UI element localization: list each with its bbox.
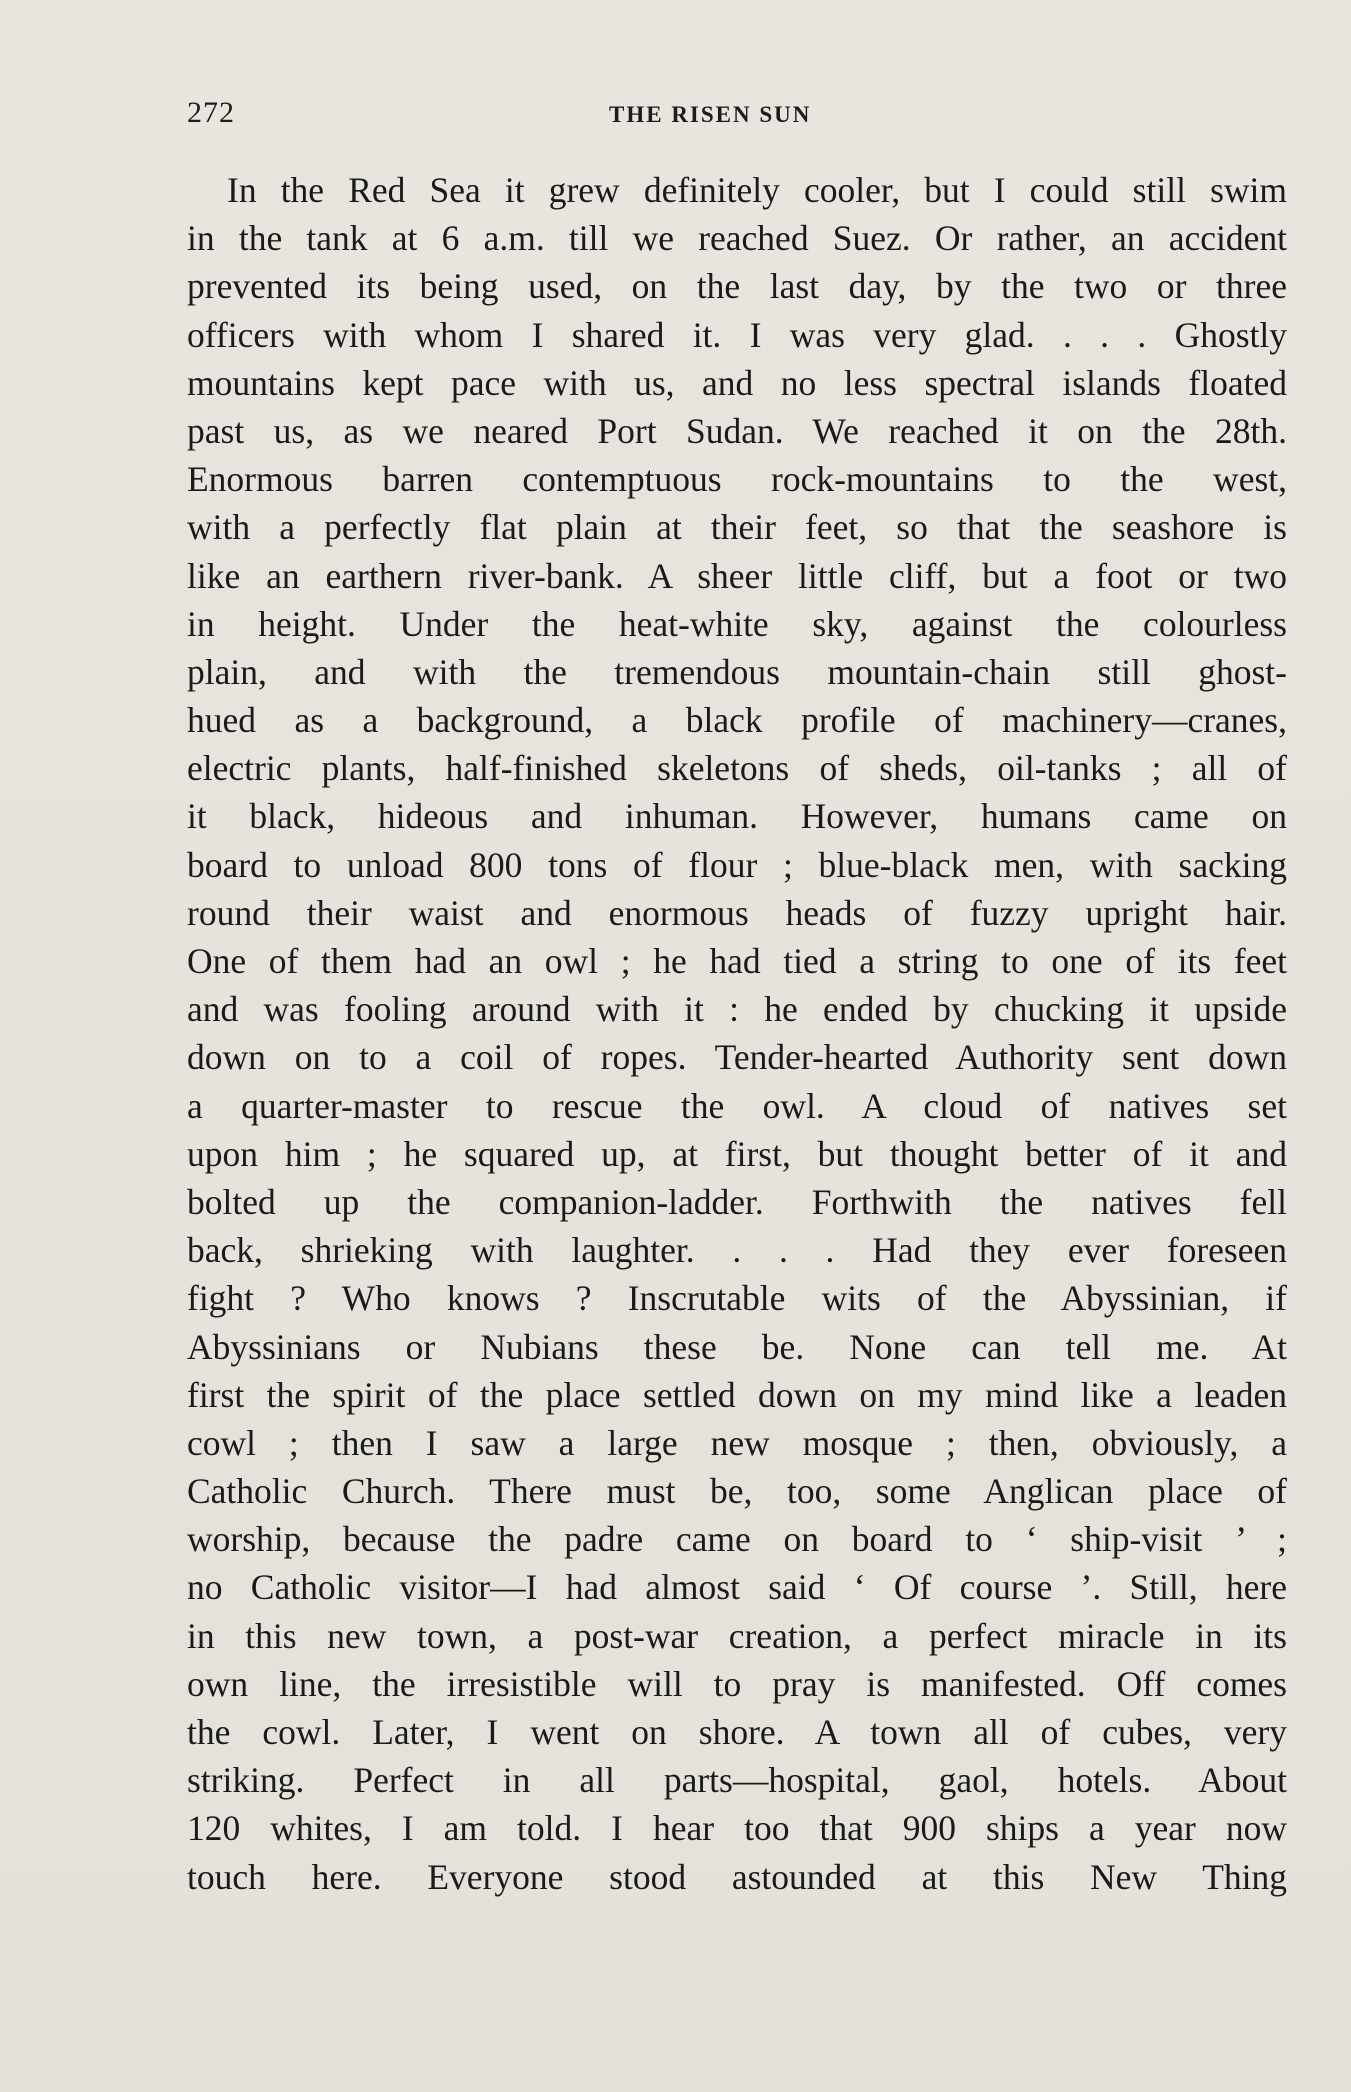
text-line: touch here. Everyone stood astounded at this New Thing [187, 1856, 1287, 1897]
text-line: and was fooling around with it : he ended by chucking it upside [187, 989, 1287, 1030]
text-line: the cowl. Later, I went on shore. A town all of cubes, very [187, 1712, 1287, 1752]
text-line: bolted up the companion-ladder. Forthwith the natives fell [187, 1181, 1287, 1222]
body-text [187, 166, 1287, 1901]
text-line: prevented its being used, on the last day, by the two or three [187, 266, 1287, 307]
text-line: down on to a coil of ropes. Tender-hearted Authority sent down [187, 1037, 1287, 1078]
text-line: In the Red Sea it grew definitely cooler, but I could still swim [227, 170, 1287, 210]
text-line: Enormous barren contemptuous rock-mountains to the west, [187, 459, 1287, 500]
text-line: striking. Perfect in all parts—hospital, gaol, hotels. About [187, 1760, 1287, 1801]
text-line: in the tank at 6 a.m. till we reached Suez. Or rather, an accident [187, 218, 1287, 259]
text-line: cowl ; then I saw a large new mosque ; then, obviously, a [187, 1422, 1287, 1463]
text-line: board to unload 800 tons of flour ; blue-black men, with sacking [187, 844, 1287, 885]
text-line: mountains kept pace with us, and no less spectral islands floated [187, 362, 1287, 403]
text-line: electric plants, half-finished skeletons of sheds, oil-tanks ; all of [187, 748, 1287, 789]
text-line: fight ? Who knows ? Inscrutable wits of the Abyssinian, if [187, 1278, 1287, 1319]
text-line: like an earthern river-bank. A sheer little cliff, but a foot or two [187, 555, 1287, 596]
running-title: THE RISEN SUN [609, 102, 812, 127]
text-line: in height. Under the heat-white sky, against the colourless [187, 603, 1287, 644]
text-line: a quarter-master to rescue the owl. A cloud of natives set [187, 1085, 1287, 1126]
text-line: upon him ; he squared up, at first, but thought better of it and [187, 1133, 1287, 1174]
text-line: plain, and with the tremendous mountain-chain still ghost- [187, 651, 1287, 692]
page-number: 272 [187, 96, 235, 129]
text-line: with a perfectly flat plain at their feet, so that the seashore is [187, 507, 1287, 548]
text-line: back, shrieking with laughter. . . . Had they ever foreseen [187, 1230, 1287, 1271]
text-line: Abyssinians or Nubians these be. None can tell me. At [187, 1326, 1287, 1367]
text-line: it black, hideous and inhuman. However, humans came on [187, 796, 1287, 837]
text-line: first the spirit of the place settled down on my mind like a leaden [187, 1374, 1287, 1415]
text-line: One of them had an owl ; he had tied a string to one of its feet [187, 941, 1287, 981]
text-line: own line, the irresistible will to pray is manifested. Off comes [187, 1663, 1287, 1704]
running-head [187, 96, 1287, 136]
text-line: round their waist and enormous heads of fuzzy upright hair. [187, 892, 1287, 933]
text-line: in this new town, a post-war creation, a perfect miracle in its [187, 1615, 1287, 1656]
text-line: Catholic Church. There must be, too, some Anglican place of [187, 1471, 1287, 1512]
text-line: 120 whites, I am told. I hear too that 900 ships a year now [187, 1808, 1287, 1849]
text-line: hued as a background, a black profile of machinery—cranes, [187, 700, 1287, 741]
text-line: no Catholic visitor—I had almost said ‘ Of course ’. Still, here [187, 1567, 1287, 1608]
text-line: officers with whom I shared it. I was very glad. . . . Ghostly [187, 314, 1287, 355]
text-line: past us, as we neared Port Sudan. We reached it on the 28th. [187, 410, 1287, 451]
text-line: worship, because the padre came on board to ‘ ship-visit ’ ; [187, 1519, 1287, 1560]
